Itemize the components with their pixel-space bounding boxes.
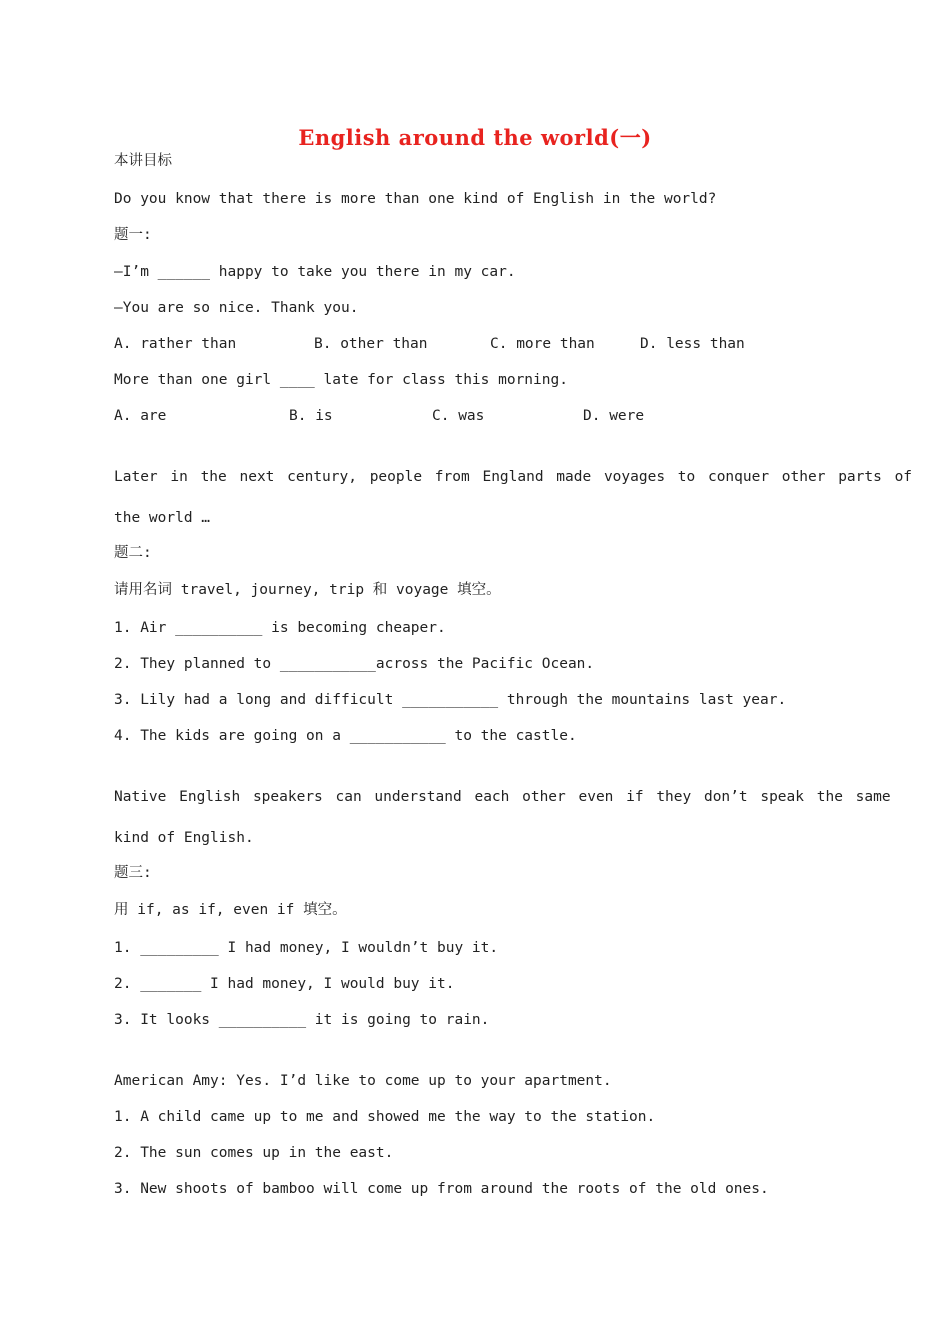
q1b-option-d: D. were xyxy=(583,408,645,424)
q1-option-c: C. more than xyxy=(490,336,595,352)
q2-heading: 题二: xyxy=(114,545,152,561)
q2-item-3: 3. Lily had a long and difficult ___________ through the mountains last year. xyxy=(114,692,787,708)
q1b-option-b: B. is xyxy=(289,408,333,424)
passage-1-line-2: the world … xyxy=(114,510,211,526)
q1b-option-a: A. are xyxy=(114,408,167,424)
page-title: English around the world(一) xyxy=(298,125,652,150)
section-goal-heading: 本讲目标 xyxy=(114,153,172,169)
q2-item-1: 1. Air __________ is becoming cheaper. xyxy=(114,620,446,636)
q1-option-a: A. rather than xyxy=(114,336,237,352)
passage-2-line-1: Native English speakers can understand each other even if they don’t speak the same xyxy=(114,789,891,805)
example-1: 1. A child came up to me and showed me the way to the station. xyxy=(114,1109,656,1125)
q1-sentence-2: More than one girl ____ late for class this morning. xyxy=(114,372,568,388)
passage-2-line-2: kind of English. xyxy=(114,830,254,846)
passage-3: American Amy: Yes. I’d like to come up to your apartment. xyxy=(114,1073,612,1089)
q1-dialogue-line-2: —You are so nice. Thank you. xyxy=(114,300,359,316)
passage-1-line-1: Later in the next century, people from England made voyages to conquer other parts of xyxy=(114,469,913,485)
q3-item-2: 2. _______ I had money, I would buy it. xyxy=(114,976,455,992)
q3-item-1: 1. _________ I had money, I wouldn’t buy it. xyxy=(114,940,499,956)
q3-instruction: 用 if, as if, even if 填空。 xyxy=(114,902,347,918)
q1-dialogue-line-1: —I’m ______ happy to take you there in my car. xyxy=(114,264,516,280)
q1b-option-c: C. was xyxy=(432,408,485,424)
q3-heading: 题三: xyxy=(114,865,152,881)
q1-option-b: B. other than xyxy=(314,336,428,352)
intro-question: Do you know that there is more than one kind of English in the world? xyxy=(114,191,717,207)
example-2: 2. The sun comes up in the east. xyxy=(114,1145,394,1161)
q1-option-d: D. less than xyxy=(640,336,745,352)
q1-heading: 题一: xyxy=(114,227,152,243)
q3-item-3: 3. It looks __________ it is going to rain. xyxy=(114,1012,490,1028)
q2-instruction: 请用名词 travel, journey, trip 和 voyage 填空。 xyxy=(114,582,501,598)
example-3: 3. New shoots of bamboo will come up from around the roots of the old ones. xyxy=(114,1181,769,1197)
q2-item-2: 2. They planned to ___________across the Pacific Ocean. xyxy=(114,656,595,672)
q2-item-4: 4. The kids are going on a ___________ to the castle. xyxy=(114,728,577,744)
